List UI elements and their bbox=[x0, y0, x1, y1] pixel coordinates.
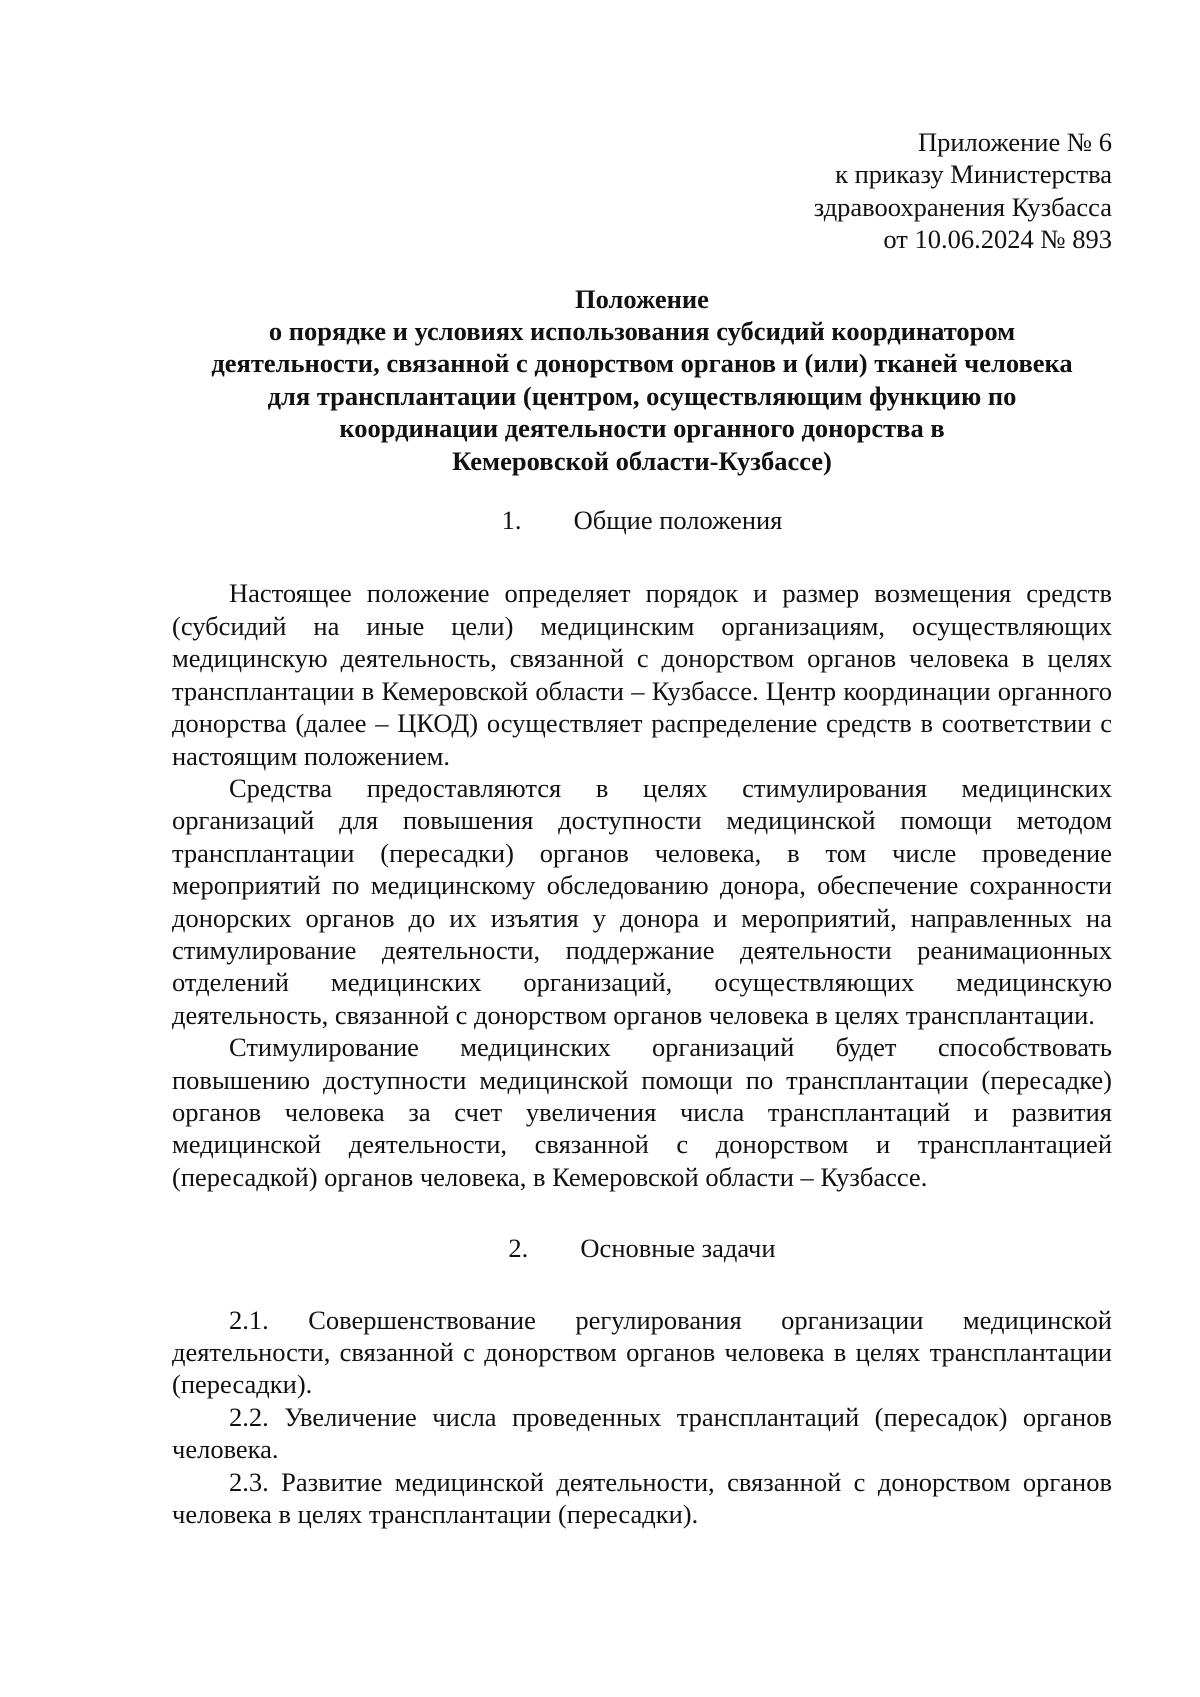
appendix-date: от 10.06.2024 № 893 bbox=[883, 224, 1112, 255]
section-2-body bbox=[172, 1304, 1112, 1531]
paragraph: Средства предоставляются в целях стимулирования медицинских организаций для повышения доступности медицинской помощи методом трансплантации (пересадки) органов человека, в том числе проведение мероприятий по медицинскому обследованию донора, обеспечение сохранности донорских органов до их изъятия у донора и мероприятий, направленных на стимулирование деятельности, поддержание деятельности реанимационных отделений медицинских организаций, осуществляющих медицинскую деятельность, связанной с донорством органов человека в целях трансплантации. bbox=[172, 772, 1112, 1030]
section-number: 1. bbox=[501, 505, 522, 536]
paragraph: 2.3. Развитие медицинской деятельности, связанной с донорством органов человека в целях трансплантации (пересадки). bbox=[172, 1466, 1112, 1530]
appendix-number: Приложение № 6 bbox=[917, 127, 1112, 157]
section-2-heading bbox=[172, 1232, 1112, 1264]
document-content bbox=[172, 126, 1112, 1530]
title-line: координации деятельности органного донорства в bbox=[339, 413, 945, 444]
section-title: Общие положения bbox=[573, 505, 783, 536]
section-title: Основные задачи bbox=[580, 1233, 776, 1264]
paragraph: 2.1. Совершенствование регулирования организации медицинской деятельности, связанной с донорством органов человека в целях трансплантации (пересадки). bbox=[172, 1304, 1112, 1400]
paragraph: Настоящее положение определяет порядок и размер возмещения средств (субсидий на иные цели) медицинским организациям, осуществляющих медицинскую деятельность, связанной с донорством органов человека в целях трансплантации в Кемеровской области – Кузбассе. Центр координации органного донорства (далее – ЦКОД) осуществляет распределение средств в соответствии с настоящим положением. bbox=[172, 578, 1112, 771]
title-line: Кемеровской области-Кузбассе) bbox=[452, 445, 832, 476]
section-number: 2. bbox=[508, 1233, 529, 1264]
section-1-body bbox=[172, 577, 1112, 1193]
title-line: деятельности, связанной с донорством органов и (или) тканей человека bbox=[211, 348, 1073, 379]
appendix-order-ref: к приказу Министерства bbox=[835, 159, 1112, 190]
appendix-ministry: здравоохранения Кузбасса bbox=[813, 191, 1112, 222]
paragraph: 2.2. Увеличение числа проведенных трансплантаций (пересадок) органов человека. bbox=[172, 1401, 1112, 1465]
title-line: Положение bbox=[575, 283, 709, 314]
section-1-heading bbox=[172, 504, 1112, 536]
appendix-header bbox=[172, 126, 1112, 256]
paragraph: Стимулирование медицинских организаций будет способствовать повышению доступности медицинской помощи по трансплантации (пересадке) органов человека за счет увеличения числа трансплантаций и развития медицинской деятельности, связанной с донорством и трансплантацией (пересадкой) органов человека, в Кемеровской области – Кузбассе. bbox=[172, 1032, 1112, 1192]
title-line: о порядке и условиях использования субсидий координатором bbox=[268, 316, 1016, 347]
title-line: для трансплантации (центром, осуществляющим функцию по bbox=[267, 380, 1017, 411]
document-title bbox=[172, 283, 1112, 477]
